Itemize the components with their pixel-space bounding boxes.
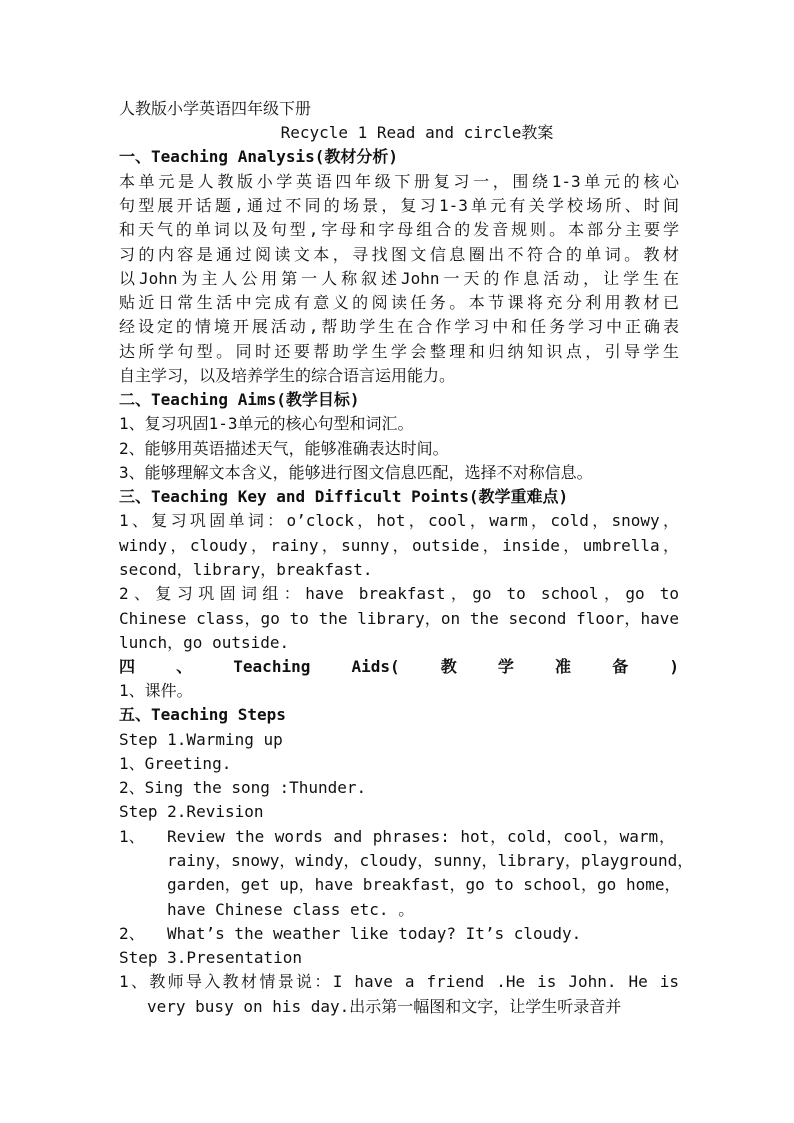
paragraph-line: have Chinese class etc. 。 [167,900,415,919]
list-item: 2、能够用英语描述天气，能够准确表达时间。 [119,439,449,458]
paragraph-line: 和天气的单词以及句型,字母和字母组合的发音规则。本部分主要学 [119,220,679,239]
paragraph-line: rainy，snowy，windy，cloudy，sunny，library，playground， [167,851,694,870]
paragraph-line: 自主学习，以及培养学生的综合语言运用能力。 [119,366,456,385]
list-item: 1、复习巩固1-3单元的核心句型和词汇。 [119,414,414,433]
step-2-heading: Step 2.Revision [119,802,264,821]
section-5-heading: 五、Teaching Steps [119,705,286,724]
paragraph-line: very busy on his day.出示第一幅图和文字，让学生听录音并 [147,997,622,1016]
paragraph-line: windy，cloudy，rainy，sunny，outside，inside，umbrella， [119,536,679,555]
heading-part: 备 [612,657,629,676]
list-number: 1、 [119,827,145,846]
paragraph-line: second，library，breakfast. [119,560,373,579]
heading-part: 学 [497,657,514,676]
list-item: 3、能够理解文本含义，能够进行图文信息匹配，选择不对称信息。 [119,463,593,482]
section-4-heading [119,657,679,677]
paragraph-line: Chinese class，go to the library，on the second floor，have [119,609,679,628]
paragraph-line: 以John为主人公用第一人称叙述John一天的作息活动，让学生在 [119,269,679,288]
heading-part: 、 [176,657,193,676]
section-1-heading: 一、Teaching Analysis(教材分析) [119,147,399,166]
document-header: 人教版小学英语四年级下册 [119,99,312,118]
heading-part: 四 [119,657,136,676]
heading-part: 教 [440,657,457,676]
section-3-heading: 三、Teaching Key and Difficult Points(教学重难点) [119,487,569,506]
heading-part: 准 [555,657,572,676]
list-item: 1、课件。 [119,681,193,700]
step-1-heading: Step 1.Warming up [119,730,283,749]
paragraph-line: lunch，go outside. [119,633,290,652]
list-item: 2、Sing the song :Thunder. [119,778,367,797]
paragraph-line: 句型展开话题,通过不同的场景，复习1-3单元有关学校场所、时间 [119,196,679,215]
paragraph-line: 1、复习巩固单词：o’clock，hot，cool，warm，cold，snowy， [119,511,679,530]
heading-part: Teaching [233,657,311,676]
step-3-heading: Step 3.Presentation [119,948,303,967]
list-number: 2、 [119,924,145,943]
paragraph-line: Review the words and phrases: hot，cold，cool，warm， [167,827,675,846]
paragraph-line: 达所学句型。同时还要帮助学生学会整理和归纳知识点，引导学生 [119,342,679,361]
paragraph-line: What’s the weather like today? It’s cloudy. [167,924,582,943]
paragraph-line: 经设定的情境开展活动,帮助学生在合作学习中和任务学习中正确表 [119,317,679,336]
section-2-heading: 二、Teaching Aims(教学目标) [119,390,360,409]
paragraph-line: 本单元是人教版小学英语四年级下册复习一，围绕1-3单元的核心 [119,172,679,191]
document-title: Recycle 1 Read and circle教案 [280,123,554,142]
paragraph-line: 2、复习巩固词组：have breakfast，go to school，go to [119,584,679,603]
paragraph-line: 贴近日常生活中完成有意义的阅读任务。本节课将充分利用教材已 [119,293,679,312]
paragraph-line: 习的内容是通过阅读文本，寻找图文信息圈出不符合的单词。教材 [119,245,679,264]
heading-part: ) [669,657,679,676]
paragraph-line: 1、教师导入教材情景说：I have a friend .He is John. He is [119,972,679,991]
heading-part: Aids( [351,657,400,676]
paragraph-line: garden，get up，have breakfast，go to school，go home， [167,875,681,894]
list-item: 1、Greeting. [119,754,232,773]
